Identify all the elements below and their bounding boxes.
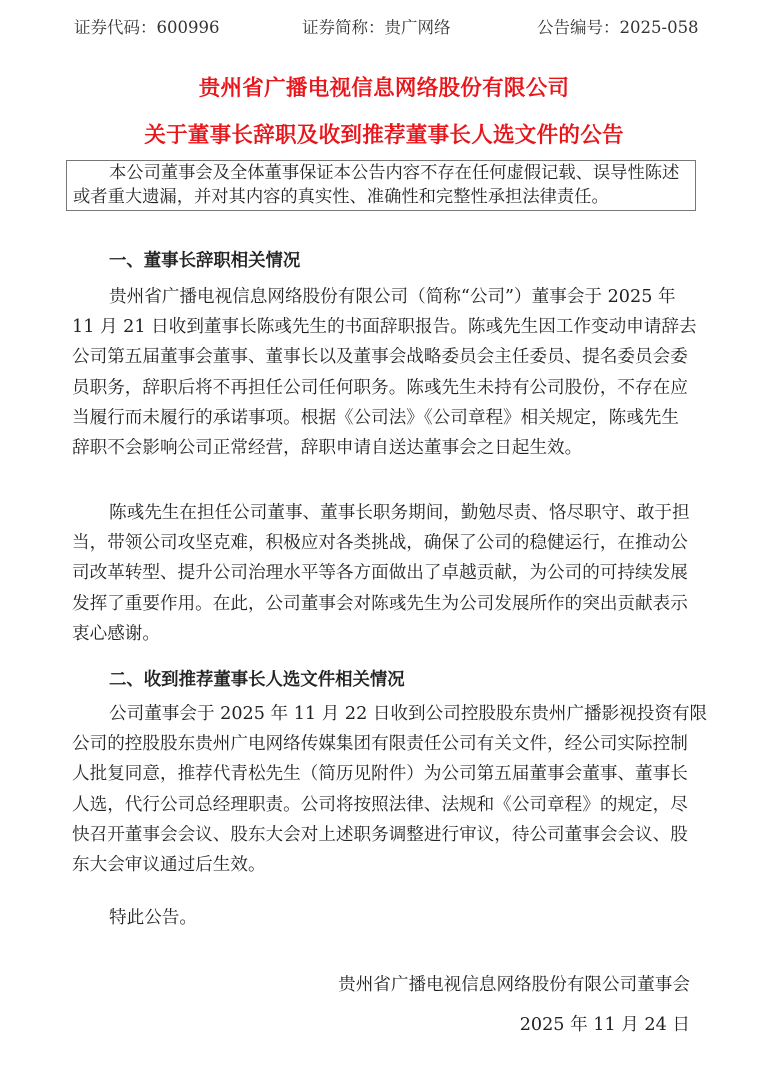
- text-line: 公司董事会于 2025 年 11 月 22 日收到公司控股股东贵州广播影视投资有限: [109, 704, 708, 724]
- text-line: 11 月 21 日收到董事长陈彧先生的书面辞职报告。陈彧先生因工作变动申请辞去: [72, 317, 697, 338]
- paragraph: [72, 498, 694, 649]
- text-line: 司改革转型、提升公司治理水平等各方面做出了卓越贡献，为公司的可持续发展: [72, 563, 688, 584]
- text-line: 贵州省广播电视信息网络股份有限公司（简称“公司”）董事会于 2025 年: [109, 287, 676, 307]
- disclaimer-box: [66, 160, 696, 211]
- signature-signer: 贵州省广播电视信息网络股份有限公司董事会: [338, 975, 690, 995]
- text-line: 辞职不会影响公司正常经营，辞职申请自送达董事会之日起生效。: [72, 437, 583, 458]
- text-line: 东大会审议通过后生效。: [72, 854, 266, 875]
- text-line: 发挥了重要作用。在此，公司董事会对陈彧先生为公司发展所作的突出贡献表示: [72, 593, 688, 614]
- stock-code: 证券代码：600996: [74, 18, 220, 37]
- text-line: 快召开董事会会议、股东大会对上述职务调整进行审议，待公司董事会会议、股: [72, 824, 688, 845]
- disclaimer-line: 或者重大遗漏，并对其内容的真实性、准确性和完整性承担法律责任。: [73, 187, 609, 207]
- signature-date: 2025 年 11 月 24 日: [519, 1015, 690, 1035]
- section-heading: 一、董事长辞职相关情况: [109, 251, 301, 271]
- disclaimer-line: 本公司董事会及全体董事保证本公告内容不存在任何虚假记载、误导性陈述: [109, 163, 680, 183]
- text-line: 衷心感谢。: [72, 623, 160, 644]
- text-line: 人选，代行公司总经理职责。公司将按照法律、法规和《公司章程》的规定，尽: [72, 794, 688, 815]
- document-header: [0, 14, 768, 38]
- text-line: 当，带领公司攻坚克难，积极应对各类挑战，确保了公司的稳健运行，在推动公: [72, 533, 688, 554]
- text-line: 公司第五届董事会董事、董事长以及董事会战略委员会主任委员、提名委员会委: [72, 347, 688, 368]
- text-line: 公司的控股股东贵州广电网络传媒集团有限责任公司有关文件，经公司实际控制: [72, 734, 688, 755]
- stock-abbreviation: 证券简称：贵广网络: [302, 18, 451, 37]
- text-line: 当履行而未履行的承诺事项。根据《公司法》《公司章程》相关规定，陈彧先生: [72, 407, 679, 428]
- text-line: 员职务，辞职后将不再担任公司任何职务。陈彧先生未持有公司股份，不存在应: [72, 377, 688, 398]
- paragraph: [72, 699, 708, 880]
- paragraph: [72, 282, 697, 463]
- text-line: 人批复同意，推荐代青松先生（简历见附件）为公司第五届董事会董事、董事长: [72, 764, 688, 785]
- section-heading: 二、收到推荐董事长人选文件相关情况: [109, 670, 405, 690]
- text-line: 陈彧先生在担任公司董事、董事长职务期间，勤勉尽责、恪尽职守、敢于担: [109, 503, 690, 523]
- announcement-number: 公告编号：2025-058: [537, 18, 699, 37]
- announcement-subject: 关于董事长辞职及收到推荐董事长人选文件的公告: [144, 123, 624, 148]
- company-title: 贵州省广播电视信息网络股份有限公司: [198, 76, 570, 101]
- closing-statement: 特此公告。: [109, 908, 197, 928]
